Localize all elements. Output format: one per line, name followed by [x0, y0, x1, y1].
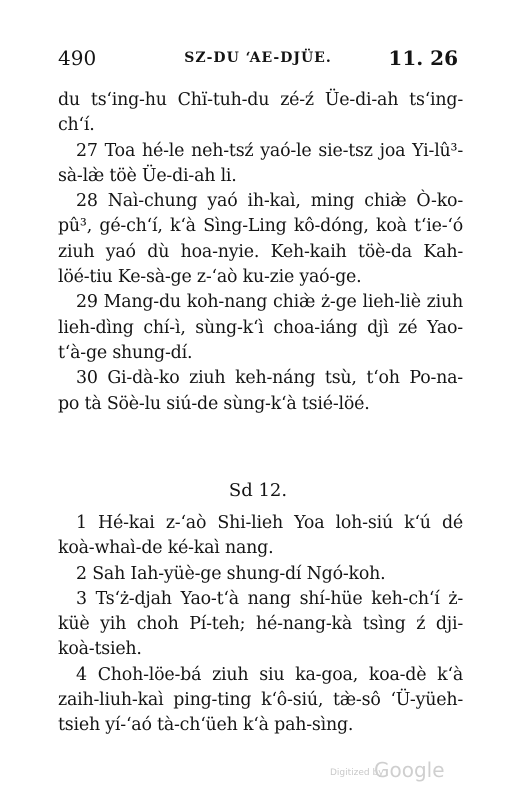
page-header [58, 36, 458, 72]
text-line: t‘à-ge shung-dí. [58, 342, 193, 363]
verse-line: 1 Hé-kai z-‘aò Shi-lieh Yoa loh-siú k‘ú dé [76, 513, 463, 533]
verse-line: 29 Mang-du koh-nang chiæ̀ ż-ge lieh-liè ziuh [76, 292, 463, 313]
text-line: zaih-liuh-kaì ping-ting k‘ô-siú, tæ̀-sô ‘Ü-yüeh- [58, 690, 463, 711]
verse-line: 27 Toa hé-le neh-tsź yaó-le sie-tsz joa Yi-lû³- [76, 140, 463, 161]
text-line: du ts‘ing-hu Chï-tuh-du zé-ź Üe-di-ah ts‘ing- [58, 90, 463, 110]
text-line: küè yih choh Pí-teh; hé-nang-kà tsìng ź dji- [58, 614, 463, 635]
google-logo: Google [374, 758, 445, 782]
verse-line: 2 Sah Iah-yüè-ge shung-dí Ngó-koh. [76, 563, 386, 584]
text-line: ziuh yaó dù hoa-nyie. Keh-kaih töè-da Kah- [58, 241, 463, 262]
text-line: koà-tsieh. [58, 639, 142, 660]
chapter-verse: 11. 26 [388, 46, 458, 70]
digitized-by-label: Digitized by [330, 768, 384, 778]
section-heading: Sd 12. [228, 480, 288, 501]
page-number: 490 [58, 46, 97, 70]
verse-line: 28 Naì-chung yaó ih-kaì, ming chiæ̀ Ò-ko- [76, 191, 463, 212]
running-title: SZ-DU ‘AE-DJÜE. [184, 50, 332, 66]
text-line: po tà Söè-lu siú-de sùng-k‘à tsié-löé. [58, 393, 370, 414]
text-line: lieh-dìng chí-ì, sùng-k‘ì choa-iáng djì zé Yao- [58, 317, 463, 338]
verse-line: 3 Ts‘ż-djah Yao-t‘à nang shí-hüe keh-ch‘í ż- [76, 588, 463, 609]
text-line: koà-whaì-de ké-kaì nang. [58, 538, 274, 559]
verse-line: 30 Gi-dà-ko ziuh keh-náng tsù, t‘oh Po-na- [76, 368, 463, 389]
text-line: sà-læ̀ töè Üe-di-ah li. [58, 165, 237, 186]
chapter-11-text [58, 88, 463, 417]
text-line: löé-tiu Ke-sà-ge z-‘aò ku-zie yaó-ge. [58, 267, 362, 288]
text-line: pû³, gé-ch‘í, k‘à Sìng-Ling kô-dóng, koà t‘ie-‘ó [58, 216, 463, 237]
chapter-12-text [58, 511, 463, 739]
verse-line: 4 Choh-löe-bá ziuh siu ka-goa, koa-dè k‘à [76, 664, 463, 685]
digitized-watermark [326, 758, 466, 788]
text-line: tsieh yí-‘aó tà-ch‘üeh k‘à pah-sìng. [58, 715, 354, 736]
text-line: ch‘í. [58, 115, 95, 136]
